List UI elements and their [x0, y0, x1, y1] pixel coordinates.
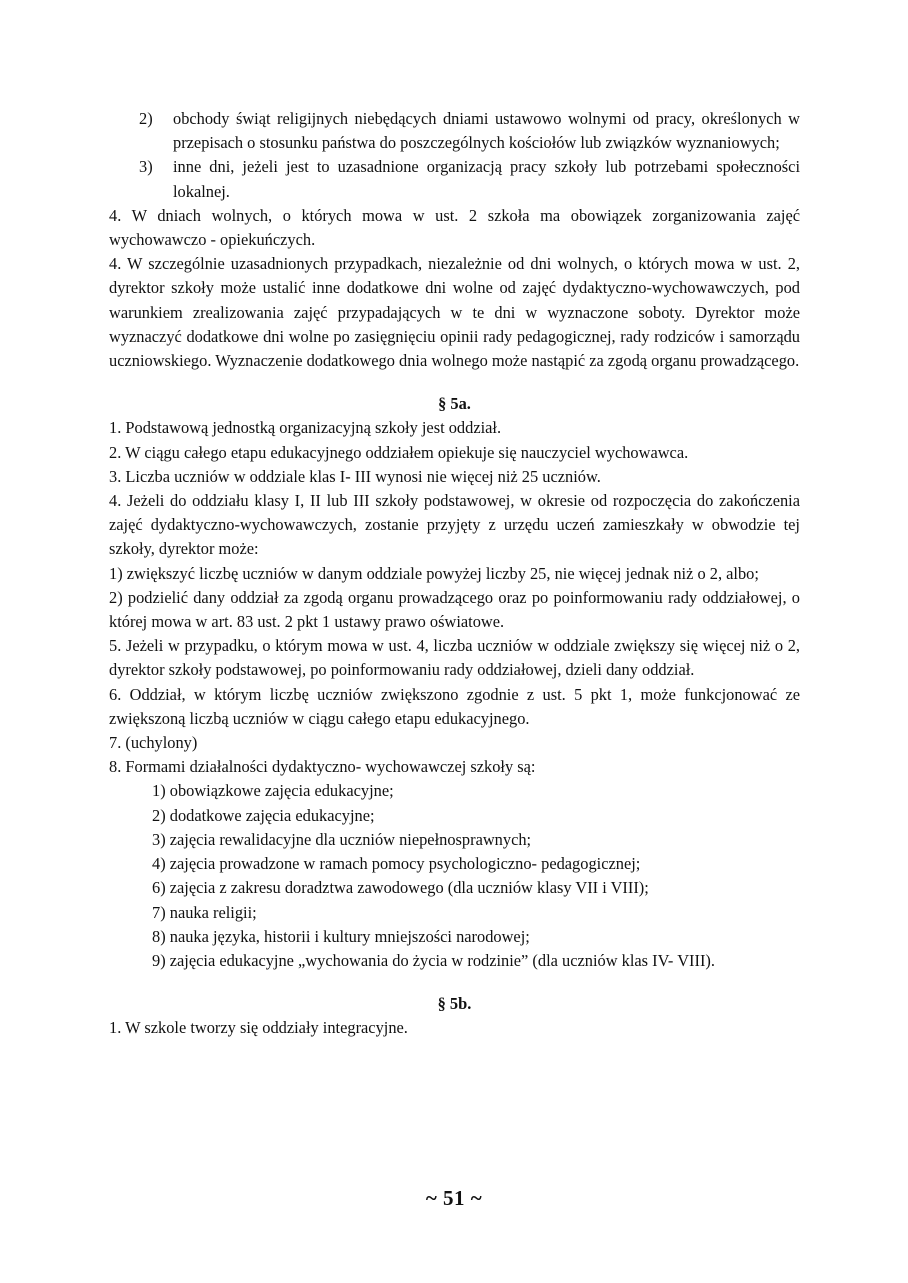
paragraph: 6. Oddział, w którym liczbę uczniów zwiększono zgodnie z ust. 5 pkt 1, może funkcjonować ze zwiększoną liczbą uczniów w ciągu całego etapu edukacyjnego. — [109, 684, 800, 728]
section-heading-5b: § 5b. — [437, 994, 472, 1014]
paragraph: 7. (uchylony) — [109, 733, 198, 753]
list-item — [109, 107, 800, 155]
forms-list-item: 8) nauka języka, historii i kultury mniejszości narodowej; — [152, 926, 530, 946]
paragraph: 4. Jeżeli do oddziału klasy I, II lub III szkoły podstawowej, w okresie od rozpoczęcia do zakończenia zajęć dydaktyczno-wychowawczych, zostanie przyjęty z urzędu uczeń zamieszkały w obwodzie tej szkoły, dyrektor może: — [109, 491, 800, 559]
paragraph: 1. Podstawową jednostką organizacyjną szkoły jest oddział. — [109, 418, 502, 438]
list-item-text: inne dni, jeżeli jest to uzasadnione organizacją pracy szkoły lub potrzebami społeczności lokalnej. — [173, 157, 800, 201]
section-heading-5a: § 5a. — [438, 394, 471, 414]
list-item-number: 3) — [139, 157, 153, 177]
forms-list-item: 7) nauka religii; — [152, 902, 257, 922]
paragraph: 1) zwiększyć liczbę uczniów w danym oddziale powyżej liczby 25, nie więcej jednak niż o 2, albo; — [109, 563, 759, 583]
list-item — [109, 155, 800, 203]
page-content — [109, 107, 800, 1041]
forms-list-item: 2) dodatkowe zajęcia edukacyjne; — [152, 805, 375, 825]
forms-list-item: 9) zajęcia edukacyjne „wychowania do życia w rodzinie” (dla uczniów klas IV- VIII). — [152, 950, 715, 970]
forms-list-item: 4) zajęcia prowadzone w ramach pomocy psychologiczno- pedagogicznej; — [152, 854, 641, 874]
paragraph: 4. W szczególnie uzasadnionych przypadkach, niezależnie od dni wolnych, o których mowa w ust. 2, dyrektor szkoły może ustalić inne dodatkowe dni wolne od zajęć dydaktyczno-wychowawczych, pod warunkiem zrealizowania zajęć przypadających w te dni w wyznaczone soboty. Dyrektor może wyznaczyć dodatkowe dni wolne po zasięgnięciu opinii rady pedagogicznej, rady rodziców i samorządu uczniowskiego. Wyznaczenie dodatkowego dnia wolnego może nastąpić za zgodą organu prowadzącego. — [109, 254, 800, 371]
paragraph: 2) podzielić dany oddział za zgodą organu prowadzącego oraz po poinformowaniu rady oddziałowej, o której mowa w art. 83 ust. 2 pkt 1 ustawy prawo oświatowe. — [109, 587, 800, 632]
page-number: ~ 51 ~ — [425, 1186, 483, 1210]
paragraph: 1. W szkole tworzy się oddziały integracyjne. — [109, 1018, 408, 1038]
forms-list-item: 6) zajęcia z zakresu doradztwa zawodowego (dla uczniów klasy VII i VIII); — [152, 878, 649, 898]
paragraph: 5. Jeżeli w przypadku, o którym mowa w ust. 4, liczba uczniów w oddziale zwiększy się więcej niż o 2, dyrektor szkoły podstawowej, po poinformowaniu rady oddziałowej, dzieli dany oddział. — [109, 636, 800, 680]
list-item-number: 2) — [139, 109, 153, 128]
paragraph: 3. Liczba uczniów w oddziale klas I- III wynosi nie więcej niż 25 uczniów. — [109, 466, 601, 486]
paragraph: 8. Formami działalności dydaktyczno- wychowawczej szkoły są: — [109, 757, 536, 777]
list-item-text: obchody świąt religijnych niebędących dniami ustawowo wolnymi od pracy, określonych w przepisach o stosunku państwa do poszczególnych kościołów lub związków wyznaniowych; — [173, 109, 800, 153]
forms-list — [109, 779, 800, 973]
paragraph: 2. W ciągu całego etapu edukacyjnego oddziałem opiekuje się nauczyciel wychowawca. — [109, 442, 689, 462]
forms-list-item: 3) zajęcia rewalidacyjne dla uczniów niepełnosprawnych; — [152, 829, 532, 849]
paragraph: 4. W dniach wolnych, o których mowa w ust. 2 szkoła ma obowiązek zorganizowania zajęć wychowawczo - opiekuńczych. — [109, 205, 800, 250]
forms-list-item: 1) obowiązkowe zajęcia edukacyjne; — [152, 781, 394, 801]
